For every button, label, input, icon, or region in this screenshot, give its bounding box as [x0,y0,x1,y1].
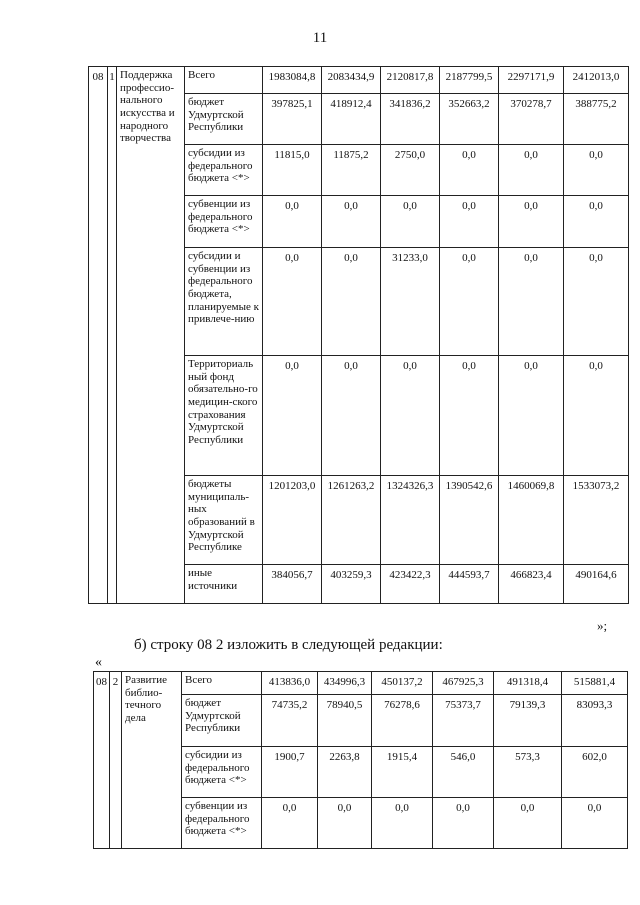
amount-cell: 0,0 [499,248,564,356]
amount-cell: 0,0 [263,356,322,476]
funding-table-08-2 [93,671,628,849]
amount-cell: 2750,0 [381,145,440,196]
amount-cell: 444593,7 [440,565,499,604]
amount-cell: 0,0 [562,798,628,849]
funding-source-label: бюджет Удмуртской Республики [185,94,263,145]
amount-cell: 0,0 [499,145,564,196]
amount-cell: 0,0 [322,248,381,356]
amount-cell: 0,0 [564,356,629,476]
funding-source-label: бюджет Удмуртской Республики [182,695,262,747]
amount-cell: 0,0 [262,798,318,849]
subprogram-name: Поддержка профессио-нального искусства и народного творчества [117,67,185,604]
amount-cell: 0,0 [263,196,322,248]
page-number: 11 [312,30,328,46]
amount-cell: 2120817,8 [381,67,440,94]
amount-cell: 11815,0 [263,145,322,196]
amount-cell: 1533073,2 [564,476,629,565]
amount-cell: 2297171,9 [499,67,564,94]
program-code: 08 [94,672,110,849]
funding-source-label: Территориаль ный фонд обязательно-го медицин-ского страхования Удмуртской Республики [185,356,263,476]
amount-cell: 403259,3 [322,565,381,604]
amount-cell: 11875,2 [322,145,381,196]
amount-cell: 0,0 [440,248,499,356]
amount-cell: 1460069,8 [499,476,564,565]
funding-source-label: субвенции из федерального бюджета <*> [185,196,263,248]
amount-cell: 31233,0 [381,248,440,356]
amount-cell: 515881,4 [562,672,628,695]
closing-quote: »; [597,618,608,633]
amount-cell: 602,0 [562,747,628,798]
amount-cell: 2263,8 [318,747,372,798]
amount-cell: 341836,2 [381,94,440,145]
amount-cell: 78940,5 [318,695,372,747]
amount-cell: 397825,1 [263,94,322,145]
funding-table-08-1 [88,66,629,604]
amount-cell: 76278,6 [372,695,433,747]
amount-cell: 2083434,9 [322,67,381,94]
funding-source-label: бюджеты муниципаль-ных образований в Удмуртской Республике [185,476,263,565]
funding-source-label: Всего [182,672,262,695]
table-row [94,672,628,695]
subprogram-code: 2 [110,672,122,849]
subprogram-code: 1 [108,67,117,604]
amount-cell: 573,3 [494,747,562,798]
opening-quote: « [95,655,102,670]
amount-cell: 79139,3 [494,695,562,747]
amount-cell: 0,0 [318,798,372,849]
amount-cell: 1201203,0 [263,476,322,565]
amount-cell: 0,0 [494,798,562,849]
funding-source-label: субсидии и субвенции из федерального бюджета, планируемые к привлече-нию [185,248,263,356]
amount-cell: 1983084,8 [263,67,322,94]
amount-cell: 450137,2 [372,672,433,695]
amount-cell: 1324326,3 [381,476,440,565]
amount-cell: 466823,4 [499,565,564,604]
funding-source-label: иные источники [185,565,263,604]
amount-cell: 418912,4 [322,94,381,145]
amount-cell: 1390542,6 [440,476,499,565]
amount-cell: 0,0 [263,248,322,356]
program-code: 08 [89,67,108,604]
table-row [89,67,629,94]
amount-cell: 434996,3 [318,672,372,695]
amount-cell: 370278,7 [499,94,564,145]
amount-cell: 75373,7 [433,695,494,747]
amount-cell: 490164,6 [564,565,629,604]
subprogram-name: Развитие библио-течного дела [122,672,182,849]
funding-source-label: субсидии из федерального бюджета <*> [182,747,262,798]
amount-cell: 384056,7 [263,565,322,604]
amount-cell: 0,0 [440,145,499,196]
amount-cell: 0,0 [322,196,381,248]
amount-cell: 413836,0 [262,672,318,695]
amount-cell: 2187799,5 [440,67,499,94]
amount-cell: 1900,7 [262,747,318,798]
amount-cell: 1915,4 [372,747,433,798]
amount-cell: 0,0 [322,356,381,476]
amount-cell: 0,0 [381,356,440,476]
amount-cell: 2412013,0 [564,67,629,94]
amount-cell: 0,0 [564,248,629,356]
funding-source-label: субвенции из федерального бюджета <*> [182,798,262,849]
amendment-instruction: б) строку 08 2 изложить в следующей редакции: [134,637,443,653]
amount-cell: 1261263,2 [322,476,381,565]
amount-cell: 74735,2 [262,695,318,747]
funding-source-label: субсидии из федерального бюджета <*> [185,145,263,196]
amount-cell: 0,0 [433,798,494,849]
amount-cell: 0,0 [440,356,499,476]
amount-cell: 0,0 [372,798,433,849]
amount-cell: 0,0 [440,196,499,248]
amount-cell: 546,0 [433,747,494,798]
amount-cell: 0,0 [564,196,629,248]
amount-cell: 83093,3 [562,695,628,747]
amount-cell: 0,0 [499,356,564,476]
amount-cell: 388775,2 [564,94,629,145]
amount-cell: 467925,3 [433,672,494,695]
amount-cell: 0,0 [381,196,440,248]
amount-cell: 423422,3 [381,565,440,604]
amount-cell: 0,0 [499,196,564,248]
amount-cell: 0,0 [564,145,629,196]
amount-cell: 491318,4 [494,672,562,695]
funding-source-label: Всего [185,67,263,94]
amount-cell: 352663,2 [440,94,499,145]
